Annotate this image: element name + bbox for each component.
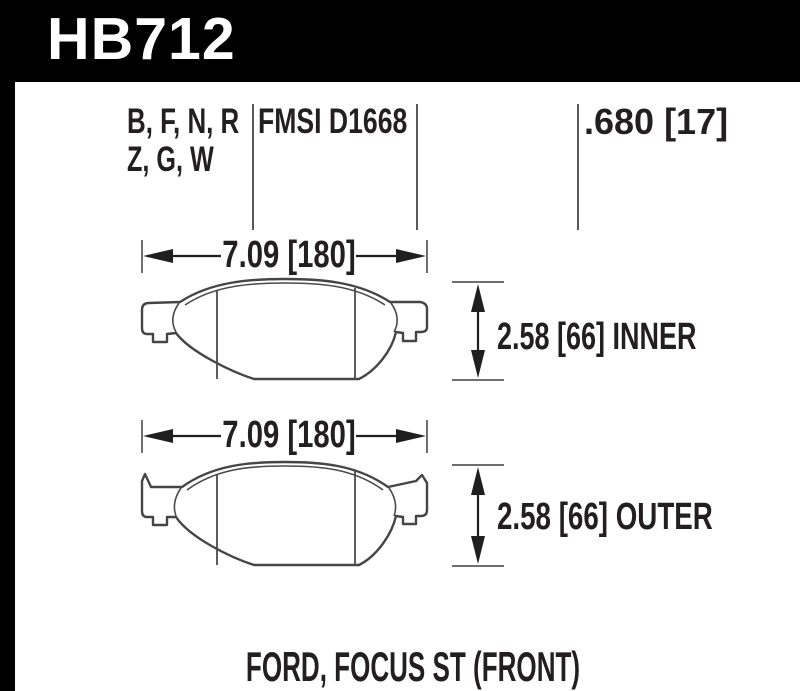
right-arrowhead (396, 429, 426, 443)
right-arrowhead (396, 249, 426, 263)
inner-pad-width-label: 7.09 [180] (222, 234, 356, 276)
up-arrowhead (471, 467, 485, 495)
down-arrowhead (471, 536, 485, 564)
vehicle-application: FORD, FOCUS ST (FRONT) (245, 643, 581, 690)
inner-pad-height-label: 2.58 [66] INNER (497, 316, 697, 358)
inner-pad-outline (142, 279, 427, 379)
fmsi-number: FMSI D1668 (258, 102, 408, 141)
outer-pad-drawing (142, 462, 427, 565)
compound-codes-line1: B, F, N, R (127, 102, 240, 141)
outer-pad-width-label: 7.09 [180] (222, 414, 356, 456)
inner-pad-drawing (142, 279, 427, 379)
down-arrowhead (471, 350, 485, 378)
up-arrowhead (471, 284, 485, 312)
left-arrowhead (143, 429, 173, 443)
outer-pad-height-label: 2.58 [66] OUTER (497, 496, 713, 538)
compound-codes-line2: Z, G, W (127, 140, 214, 179)
pad-thickness: .680 [17] (584, 101, 729, 142)
outer-pad-outline (142, 462, 427, 565)
left-arrowhead (143, 249, 173, 263)
part-number: HB712 (47, 6, 236, 72)
